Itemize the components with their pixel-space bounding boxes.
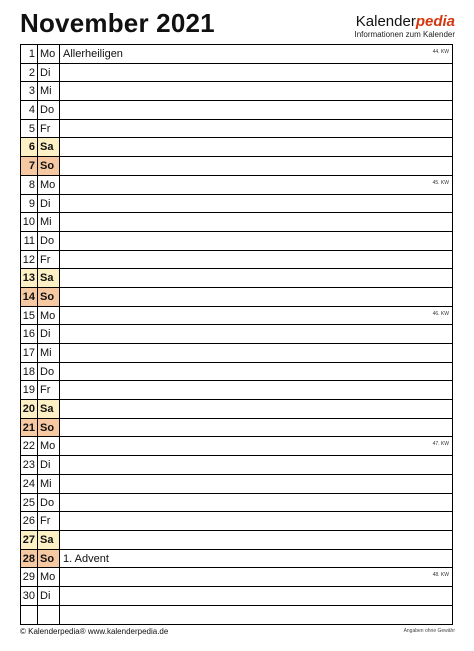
week-number: 46. KW <box>432 310 449 317</box>
day-number: 10 <box>21 213 38 231</box>
calendar-row <box>21 82 452 101</box>
day-number: 12 <box>21 251 38 269</box>
weekday-label: Do <box>38 101 60 119</box>
calendar-row <box>21 456 452 475</box>
note-cell[interactable] <box>60 437 452 455</box>
note-cell[interactable] <box>60 138 452 156</box>
day-number: 24 <box>21 475 38 493</box>
weekday-label: Mo <box>38 568 60 586</box>
weekday-label: So <box>38 157 60 175</box>
weekday-label <box>38 606 60 625</box>
weekday-label: Di <box>38 587 60 605</box>
day-number: 25 <box>21 494 38 512</box>
note-cell[interactable] <box>60 363 452 381</box>
weekday-label: Mi <box>38 213 60 231</box>
note-text: Allerheiligen <box>63 48 123 60</box>
note-cell[interactable] <box>60 475 452 493</box>
weekday-label: Mi <box>38 344 60 362</box>
day-number: 14 <box>21 288 38 306</box>
day-number: 3 <box>21 82 38 100</box>
day-number: 17 <box>21 344 38 362</box>
weekday-label: Mo <box>38 437 60 455</box>
calendar-row <box>21 400 452 419</box>
weekday-label: Mi <box>38 82 60 100</box>
calendar-row <box>21 325 452 344</box>
footer-copyright: © Kalenderpedia® www.kalenderpedia.de <box>20 627 169 636</box>
weekday-label: Sa <box>38 531 60 549</box>
weekday-label: Fr <box>38 512 60 530</box>
note-cell[interactable] <box>60 456 452 474</box>
note-cell[interactable] <box>60 400 452 418</box>
day-number: 20 <box>21 400 38 418</box>
note-cell[interactable] <box>60 606 452 625</box>
day-number: 1 <box>21 45 38 63</box>
footer-disclaimer: Angaben ohne Gewähr <box>403 628 455 634</box>
weekday-label: Do <box>38 363 60 381</box>
calendar-row <box>21 512 452 531</box>
day-number: 29 <box>21 568 38 586</box>
calendar-row <box>21 587 452 606</box>
day-number: 6 <box>21 138 38 156</box>
week-number: 44. KW <box>432 49 449 55</box>
day-number: 22 <box>21 437 38 455</box>
weekday-label: Fr <box>38 120 60 138</box>
weekday-label: Sa <box>38 269 60 287</box>
calendar-row <box>21 120 452 139</box>
day-number: 26 <box>21 512 38 530</box>
calendar-row <box>21 419 452 438</box>
brand-name-main: Kalender <box>355 13 416 30</box>
brand-logo[interactable] <box>355 14 456 39</box>
note-cell[interactable] <box>60 82 452 100</box>
calendar-row <box>21 138 452 157</box>
note-cell[interactable] <box>60 251 452 269</box>
day-number: 4 <box>21 101 38 119</box>
day-number: 21 <box>21 419 38 437</box>
note-cell[interactable] <box>60 64 452 82</box>
calendar-row <box>21 344 452 363</box>
note-cell[interactable] <box>60 494 452 512</box>
note-cell[interactable] <box>60 195 452 213</box>
weekday-label: Mi <box>38 475 60 493</box>
weekday-label: Di <box>38 325 60 343</box>
weekday-label: Di <box>38 195 60 213</box>
calendar-row <box>21 251 452 270</box>
day-number: 8 <box>21 176 38 194</box>
calendar-row <box>21 531 452 550</box>
note-cell[interactable] <box>60 381 452 399</box>
note-cell[interactable] <box>60 568 452 586</box>
note-cell[interactable] <box>60 269 452 287</box>
day-number: 23 <box>21 456 38 474</box>
calendar-row <box>21 157 452 176</box>
weekday-label: Di <box>38 456 60 474</box>
note-cell[interactable] <box>60 288 452 306</box>
calendar-row <box>21 176 452 195</box>
note-cell[interactable] <box>60 101 452 119</box>
note-cell[interactable] <box>60 213 452 231</box>
calendar-row <box>21 101 452 120</box>
weekday-label: Fr <box>38 381 60 399</box>
calendar-row <box>21 64 452 83</box>
calendar-row <box>21 45 452 64</box>
week-number: 45. KW <box>432 179 449 186</box>
calendar-row <box>21 494 452 513</box>
calendar-row <box>21 288 452 307</box>
day-number: 27 <box>21 531 38 549</box>
note-cell[interactable] <box>60 120 452 138</box>
calendar-row <box>21 568 452 587</box>
page-title: November 2021 <box>20 8 215 38</box>
week-number: 47. KW <box>432 441 449 448</box>
day-number <box>21 606 38 625</box>
day-number: 15 <box>21 307 38 325</box>
calendar-row <box>21 606 452 625</box>
calendar-row <box>21 307 452 326</box>
day-number: 19 <box>21 381 38 399</box>
brand-subtitle: Informationen zum Kalender <box>354 30 455 39</box>
day-number: 28 <box>21 550 38 568</box>
calendar-row <box>21 213 452 232</box>
calendar-row <box>21 232 452 251</box>
calendar-row <box>21 269 452 288</box>
day-number: 2 <box>21 64 38 82</box>
day-number: 5 <box>21 120 38 138</box>
weekday-label: So <box>38 550 60 568</box>
note-cell[interactable] <box>60 550 452 568</box>
note-cell[interactable] <box>60 344 452 362</box>
note-cell[interactable] <box>60 157 452 175</box>
week-number: 48. KW <box>432 572 449 579</box>
weekday-label: Mo <box>38 45 60 63</box>
day-number: 7 <box>21 157 38 175</box>
note-cell[interactable] <box>60 232 452 250</box>
weekday-label: Sa <box>38 138 60 156</box>
weekday-label: Mo <box>38 176 60 194</box>
weekday-label: So <box>38 419 60 437</box>
brand-name <box>355 14 456 30</box>
weekday-label: Do <box>38 494 60 512</box>
calendar-row <box>21 195 452 214</box>
calendar-row <box>21 437 452 456</box>
day-number: 9 <box>21 195 38 213</box>
weekday-label: Sa <box>38 400 60 418</box>
calendar-row <box>21 550 452 569</box>
calendar-row <box>21 475 452 494</box>
note-cell[interactable] <box>60 176 452 194</box>
day-number: 16 <box>21 325 38 343</box>
weekday-label: Di <box>38 64 60 82</box>
note-cell[interactable] <box>60 307 452 325</box>
note-cell[interactable] <box>60 512 452 530</box>
calendar-row <box>21 363 452 382</box>
day-number: 18 <box>21 363 38 381</box>
brand-name-accent: pedia <box>415 13 455 30</box>
weekday-label: Fr <box>38 251 60 269</box>
day-number: 13 <box>21 269 38 287</box>
weekday-label: Do <box>38 232 60 250</box>
weekday-label: Mo <box>38 307 60 325</box>
note-text: 1. Advent <box>63 552 109 565</box>
day-number: 30 <box>21 587 38 605</box>
day-number: 11 <box>21 232 38 250</box>
note-cell[interactable] <box>60 587 452 605</box>
calendar-table <box>20 44 453 625</box>
note-cell[interactable] <box>60 531 452 549</box>
weekday-label: So <box>38 288 60 306</box>
note-cell[interactable] <box>60 419 452 437</box>
note-cell[interactable] <box>60 325 452 343</box>
note-cell[interactable] <box>60 45 452 63</box>
calendar-row <box>21 381 452 400</box>
